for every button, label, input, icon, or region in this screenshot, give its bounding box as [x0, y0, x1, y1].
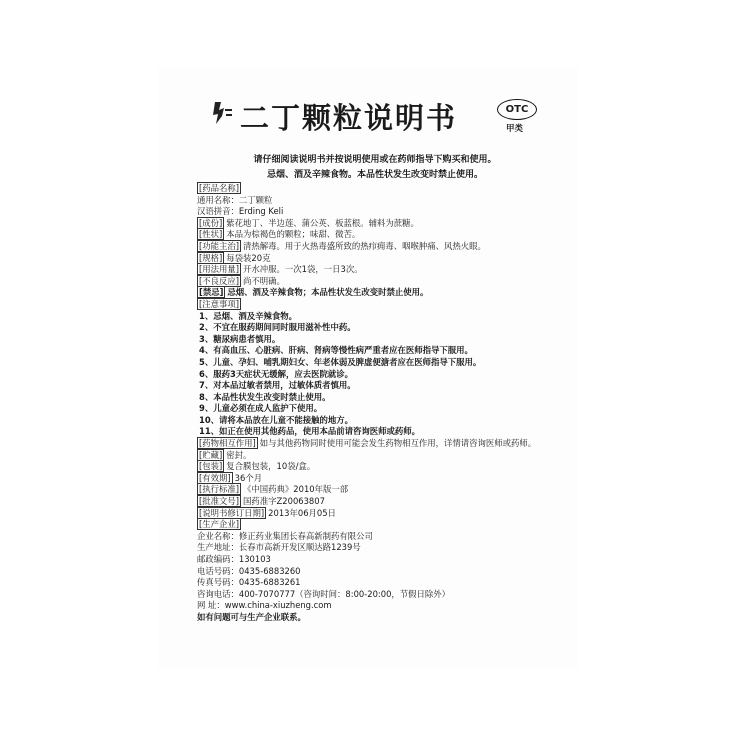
- standard-label: [执行标准]: [199, 484, 240, 495]
- precautions-heading: [注意事项]: [199, 298, 240, 309]
- generic-name: 通用名称：二丁颗粒: [197, 194, 273, 205]
- properties-value: 本品为棕褐色的颗粒；味甜、微苦。: [226, 229, 361, 240]
- otc-badge: OTC: [497, 99, 537, 120]
- package-row: [197, 461, 567, 473]
- precaution-item: 1、忌烟、酒及辛辣食物。: [199, 310, 297, 321]
- standard-value: 《中国药典》2010年版一部: [243, 484, 349, 495]
- dosage-row: [197, 264, 567, 276]
- package-value: 复合膜包装，10袋/盒。: [226, 461, 316, 472]
- precaution-item: 8、本品性状发生改变时禁止使用。: [199, 391, 331, 402]
- interactions-label: [药物相互作用]: [199, 438, 256, 449]
- dosage-value: 开水冲服。一次1袋，一日3次。: [243, 264, 363, 275]
- contraindications-value: 忌烟、酒及辛辣食物；本品性状发生改变时禁止使用。: [227, 287, 429, 298]
- manufacturer-line: 生产地址：长春市高新开发区顺达路1239号: [197, 542, 361, 553]
- approval-row: [197, 496, 567, 508]
- page-title: 二丁颗粒说明书: [240, 101, 458, 135]
- precaution-item: 2、不宜在服药期间同时服用滋补性中药。: [199, 322, 356, 333]
- contraindications-label: [禁忌]: [199, 287, 224, 298]
- precaution-item: 3、糖尿病患者慎用。: [199, 333, 281, 344]
- properties-label: [性状]: [199, 229, 223, 240]
- revision-value: 2013年06月05日: [268, 507, 336, 518]
- ingredients-label: [成份]: [199, 217, 223, 228]
- indications-label: [功能主治]: [199, 240, 240, 251]
- package-label: [包装]: [199, 461, 223, 472]
- precaution-item: 11、如正在使用其他药品，使用本品前请咨询医师或药师。: [199, 426, 421, 437]
- precaution-item: 6、服药3天症状无缓解，应去医院就诊。: [199, 368, 354, 379]
- footer-contact-note: 如有问题可与生产企业联系。: [197, 611, 306, 622]
- specification-row: [197, 253, 567, 265]
- interactions-value: 如与其他药物同时使用可能会发生药物相互作用，详情请咨询医师或药师。: [259, 438, 537, 449]
- precaution-item: 5、儿童、孕妇、哺乳期妇女、年老体弱及脾虚便溏者应在医师指导下服用。: [199, 356, 482, 367]
- ingredients-value: 紫花地丁、半边莲、蒲公英、板蓝根。辅料为蔗糖。: [226, 217, 419, 228]
- precaution-item: 9、儿童必须在成人监护下使用。: [199, 403, 323, 414]
- manufacturer-line: 邮政编码：130103: [197, 554, 271, 564]
- standard-row: [197, 484, 567, 496]
- manufacturer-line: 企业名称：修正药业集团长春高新制药有限公司: [197, 530, 373, 541]
- manufacturer-line: 传真号码：0435-6883261: [197, 577, 301, 588]
- validity-value: 36个月: [234, 472, 263, 483]
- contraindications-row: [197, 287, 567, 299]
- manufacturer-heading: [生产企业]: [199, 519, 240, 530]
- approval-label: [批准文号]: [199, 496, 240, 507]
- adverse-row: [197, 276, 567, 288]
- revision-row: [197, 508, 567, 520]
- dosage-label: [用法用量]: [199, 264, 240, 275]
- interactions-row: [197, 438, 567, 450]
- revision-label: [说明书修订日期]: [199, 507, 265, 518]
- leaflet-body: [197, 183, 567, 624]
- precaution-item: 7、对本品过敏者禁用，过敏体质者慎用。: [199, 380, 356, 391]
- notice-line-1: 请仔细阅读说明书并按说明使用或在药师指导下购买和使用。: [253, 155, 497, 165]
- otc-class-label: 甲类: [506, 124, 524, 134]
- specification-label: [规格]: [199, 252, 223, 263]
- manufacturer-line: 网 址：www.china-xiuzheng.com: [197, 600, 332, 611]
- manufacturer-line: 咨询电话：400-7070777（咨询时间：8:00-20:00，节假日除外）: [197, 588, 451, 599]
- adverse-label: [不良反应]: [199, 275, 240, 286]
- storage-row: [197, 450, 567, 462]
- adverse-value: 尚不明确。: [243, 275, 285, 286]
- storage-label: [贮藏]: [199, 449, 223, 460]
- specification-value: 每袋装20克: [226, 252, 271, 263]
- brand-logo-icon: [212, 100, 234, 126]
- properties-row: [197, 229, 567, 241]
- ingredients-row: [197, 218, 567, 230]
- validity-label: [有效期]: [199, 472, 231, 483]
- indications-row: [197, 241, 567, 253]
- precaution-item: 4、有高血压、心脏病、肝病、肾病等慢性病严重者应在医师指导下服用。: [199, 345, 473, 356]
- pinyin-name: 汉语拼音：Erding Keli: [197, 206, 284, 217]
- notice-line-2: 忌烟、酒及辛辣食物。本品性状发生改变时禁止使用。: [266, 170, 483, 180]
- precaution-item: 10、请将本品放在儿童不能接触的地方。: [199, 414, 354, 425]
- storage-value: 密封。: [226, 449, 252, 460]
- approval-value: 国药准字Z20063807: [243, 496, 325, 507]
- validity-row: [197, 473, 567, 485]
- indications-value: 清热解毒。用于火热毒盛所致的热疖痈毒、咽喉肿痛、风热火眼。: [243, 240, 486, 251]
- drug-name-heading: [药品名称]: [199, 183, 240, 193]
- manufacturer-line: 电话号码：0435-6883260: [197, 565, 301, 576]
